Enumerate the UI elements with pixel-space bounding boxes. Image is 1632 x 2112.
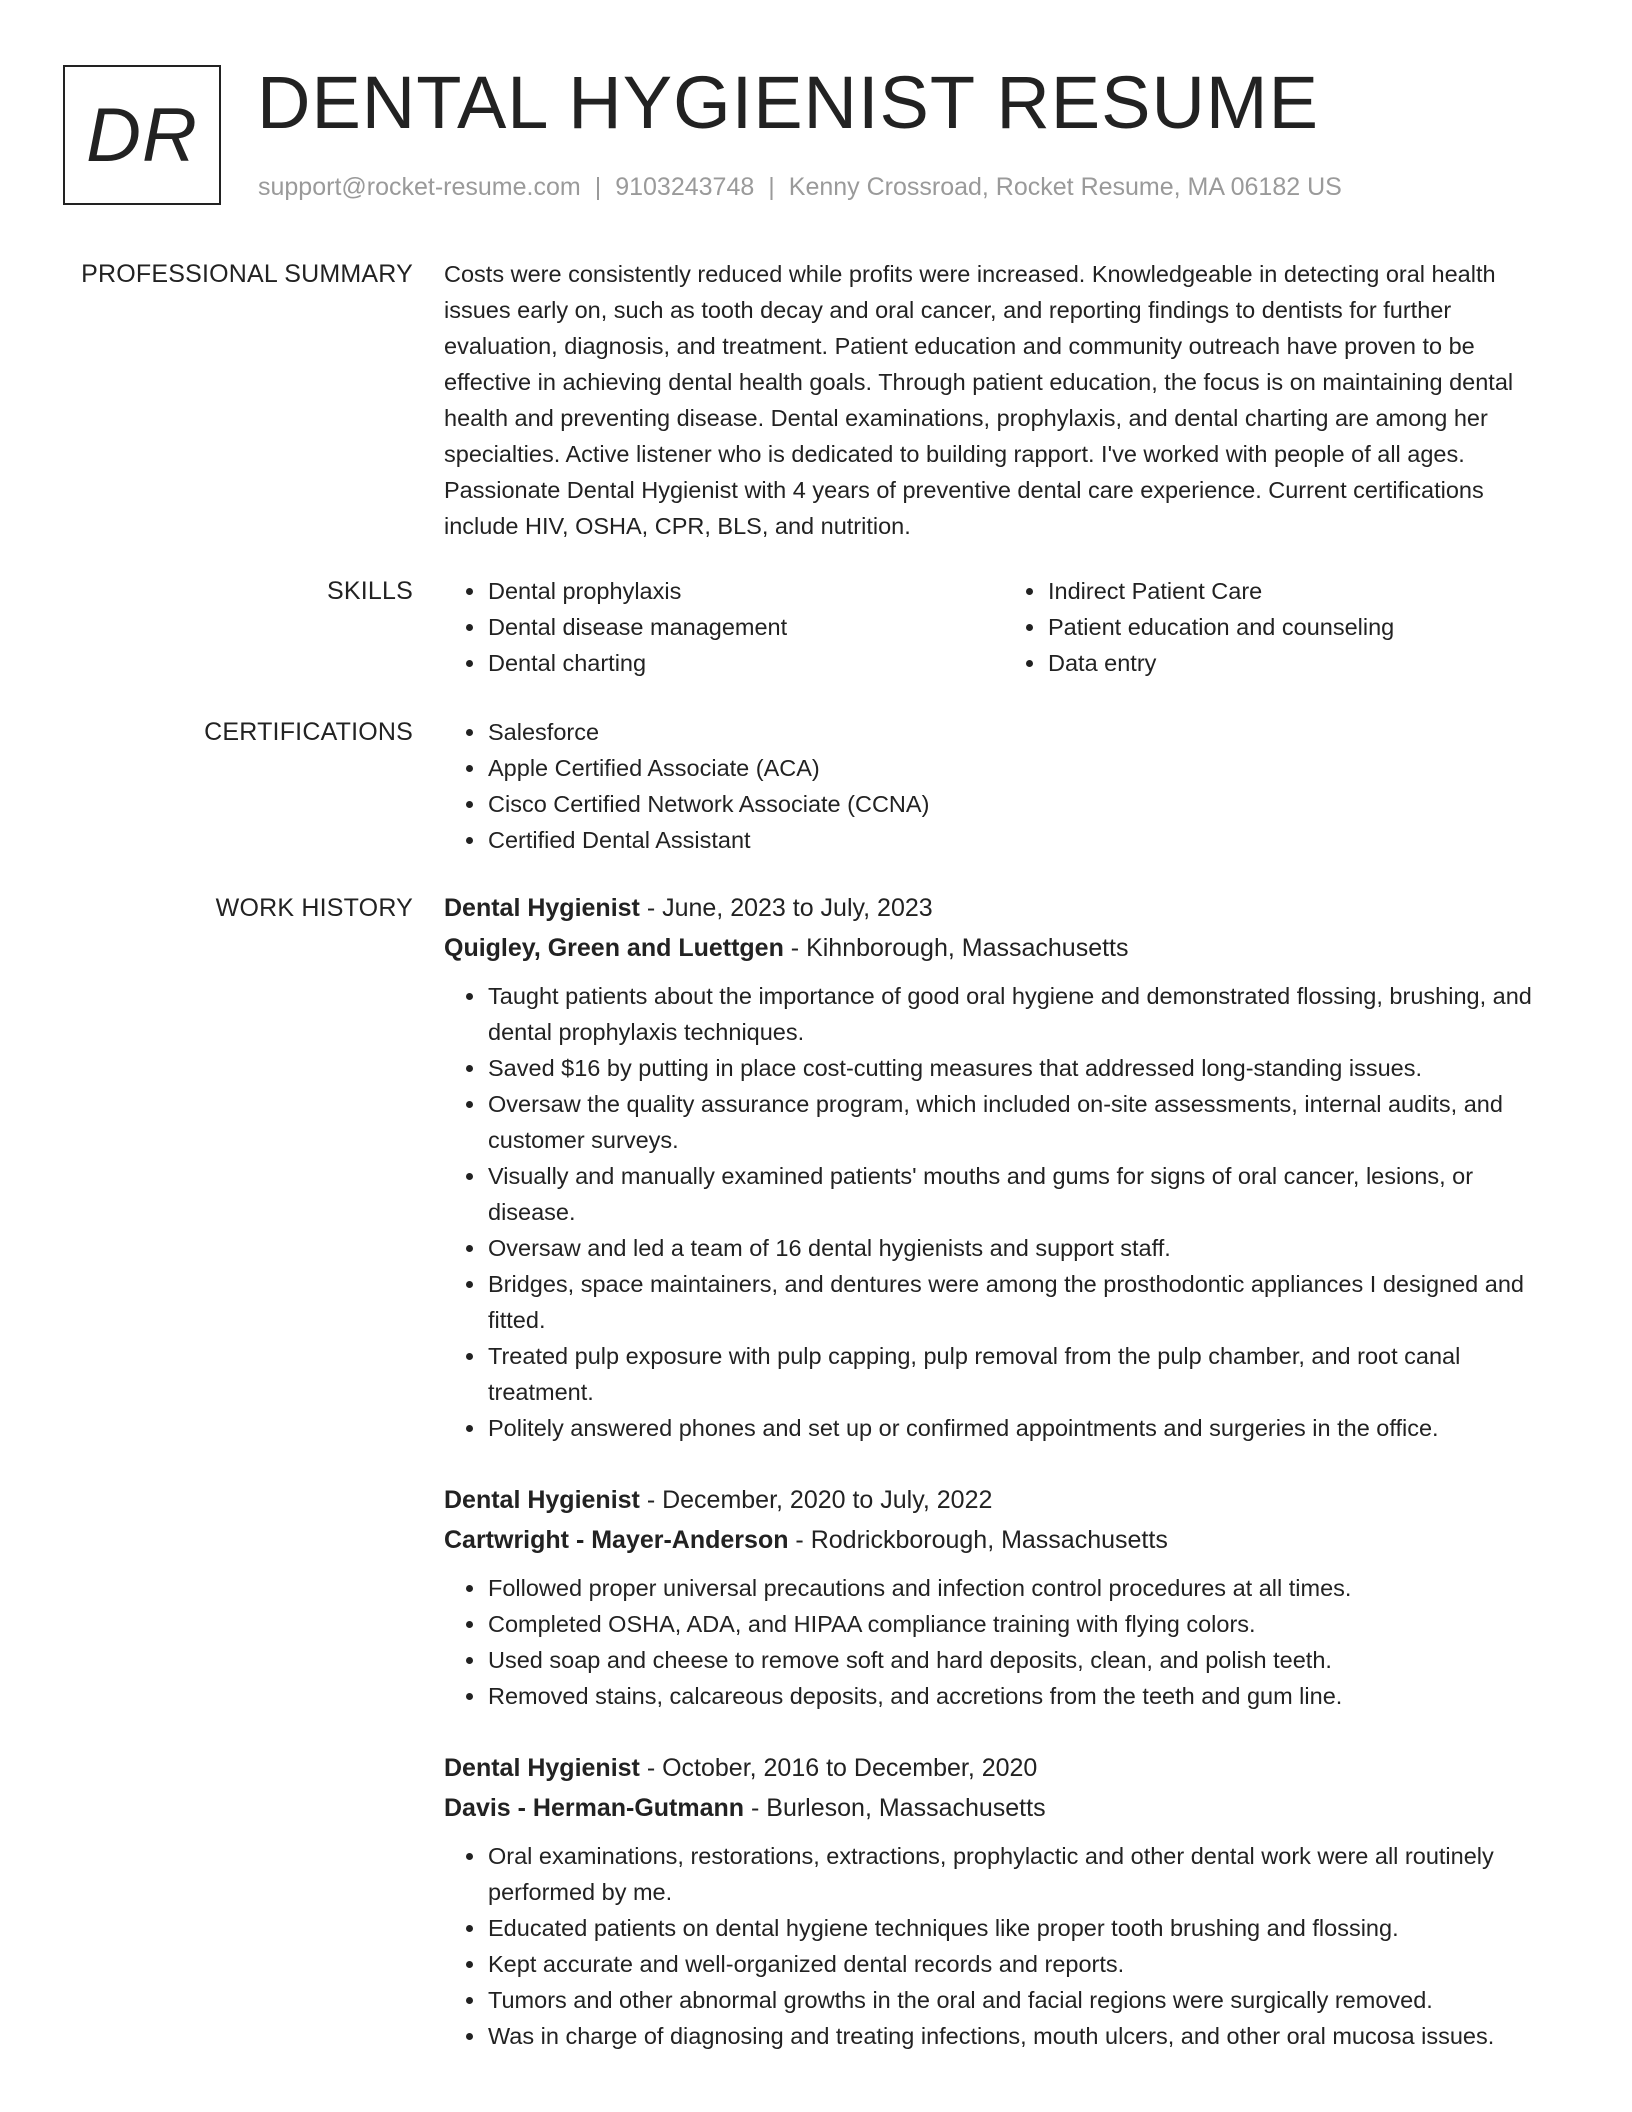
certifications-body [444, 714, 1564, 858]
resume-header [63, 61, 1563, 210]
job-bullet: • Oral examinations, restorations, extractions, prophylactic and other dental work were all routinely performed by me. [487, 1838, 1564, 1910]
job-bullet: • Tumors and other abnormal growths in the oral and facial regions were surgically removed. [487, 1982, 1564, 2018]
job-company-line [444, 928, 1564, 968]
job-entry [444, 1748, 1564, 2054]
section-label-work-history: WORK HISTORY [215, 894, 413, 922]
job-bullet: • Politely answered phones and set up or confirmed appointments and surgeries in the office. [487, 1410, 1564, 1446]
summary-text: Costs were consistently reduced while profits were increased. Knowledgeable in detecting oral health issues early on, such as tooth decay and oral cancer, and reporting findings to dentists for further evaluation, diagnosis, and treatment. Patient education and community outreach have proven to be effective in achieving dental health goals. Through patient education, the focus is on maintaining dental health and preventing disease. Dental examinations, prophylaxis, and dental charting are among her specialties. Active listener who is dedicated to building rapport. I've worked with people of all ages. Passionate Dental Hygienist with 4 years of preventive dental care experience. Current certifications include HIV, OSHA, CPR, BLS, and nutrition. [444, 261, 1514, 539]
skills-list-right [1004, 573, 1564, 681]
page-title: DENTAL HYGIENIST RESUME [257, 61, 1319, 144]
certification-item: • Cisco Certified Network Associate (CCNA) [487, 786, 1564, 822]
skill-item: • Dental disease management [487, 609, 1004, 645]
contact-separator: | [768, 173, 775, 201]
job-bullet: • Taught patients about the importance of good oral hygiene and demonstrated flossing, brushing, and dental prophylaxis techniques. [487, 978, 1564, 1050]
initials-monogram: DR [63, 65, 221, 205]
job-title-line [444, 888, 1564, 928]
skill-item: • Dental charting [487, 645, 1004, 681]
job-bullet: • Completed OSHA, ADA, and HIPAA compliance training with flying colors. [487, 1606, 1564, 1642]
section-label-skills: SKILLS [327, 577, 413, 605]
job-bullet: • Kept accurate and well-organized dental records and reports. [487, 1946, 1564, 1982]
contact-separator: | [594, 173, 602, 201]
job-title-line [444, 1748, 1564, 1788]
job-bullet: • Used soap and cheese to remove soft and hard deposits, clean, and polish teeth. [487, 1642, 1564, 1678]
job-entry [444, 888, 1564, 1446]
job-bullet: • Educated patients on dental hygiene techniques like proper tooth brushing and flossing. [487, 1910, 1564, 1946]
job-bullet: • Was in charge of diagnosing and treating infections, mouth ulcers, and other oral mucosa issues. [487, 2018, 1564, 2054]
skill-item: • Data entry [1047, 645, 1564, 681]
job-dates: - October, 2016 to December, 2020 [639, 1754, 1038, 1782]
certification-item: • Salesforce [487, 714, 1564, 750]
summary-body [444, 256, 1564, 544]
certifications-list [444, 714, 1564, 858]
job-company-line [444, 1520, 1564, 1560]
job-title-line [444, 1480, 1564, 1520]
skills-body [444, 573, 1564, 681]
job-company-line [444, 1788, 1564, 1828]
certification-item: • Apple Certified Associate (ACA) [487, 750, 1564, 786]
job-bullets [444, 1838, 1564, 2054]
job-title: Dental Hygienist [444, 1754, 640, 1782]
job-dates: - December, 2020 to July, 2022 [639, 1486, 993, 1514]
job-company: Cartwright - Mayer-Anderson [444, 1526, 789, 1554]
section-label-certifications: CERTIFICATIONS [204, 718, 413, 746]
job-company: Quigley, Green and Luettgen [444, 934, 784, 962]
job-location: - Burleson, Massachusetts [744, 1794, 1046, 1822]
contact-line [258, 173, 1342, 202]
job-location: - Rodrickborough, Massachusetts [788, 1526, 1168, 1554]
job-bullets [444, 1570, 1564, 1714]
skills-list-left [444, 573, 1004, 681]
job-title: Dental Hygienist [444, 894, 640, 922]
job-company: Davis - Herman-Gutmann [444, 1794, 745, 1822]
skill-item: • Patient education and counseling [1047, 609, 1564, 645]
job-bullet: • Followed proper universal precautions and infection control procedures at all times. [487, 1570, 1564, 1606]
skill-item: • Indirect Patient Care [1047, 573, 1564, 609]
job-bullet: • Oversaw and led a team of 16 dental hygienists and support staff. [487, 1230, 1564, 1266]
job-bullet: • Treated pulp exposure with pulp capping, pulp removal from the pulp chamber, and root canal treatment. [487, 1338, 1564, 1410]
certification-item: • Certified Dental Assistant [487, 822, 1564, 858]
job-bullet: • Visually and manually examined patients' mouths and gums for signs of oral cancer, lesions, or disease. [487, 1158, 1564, 1230]
work-history-body [444, 888, 1564, 2088]
contact-address: Kenny Crossroad, Rocket Resume, MA 06182 US [788, 173, 1342, 201]
job-bullet: • Saved $16 by putting in place cost-cutting measures that addressed long-standing issues. [487, 1050, 1564, 1086]
job-bullets [444, 978, 1564, 1446]
job-location: - Kihnborough, Massachusetts [783, 934, 1129, 962]
job-dates: - June, 2023 to July, 2023 [639, 894, 933, 922]
section-label-summary: PROFESSIONAL SUMMARY [81, 260, 413, 288]
job-bullet: • Removed stains, calcareous deposits, and accretions from the teeth and gum line. [487, 1678, 1564, 1714]
contact-phone[interactable]: 9103243748 [615, 173, 755, 201]
job-bullet: • Bridges, space maintainers, and dentures were among the prosthodontic appliances I designed and fitted. [487, 1266, 1564, 1338]
contact-email[interactable]: support@rocket-resume.com [258, 173, 581, 201]
job-bullet: • Oversaw the quality assurance program, which included on-site assessments, internal audits, and customer surveys. [487, 1086, 1564, 1158]
job-entry [444, 1480, 1564, 1714]
job-title: Dental Hygienist [444, 1486, 640, 1514]
skill-item: • Dental prophylaxis [487, 573, 1004, 609]
